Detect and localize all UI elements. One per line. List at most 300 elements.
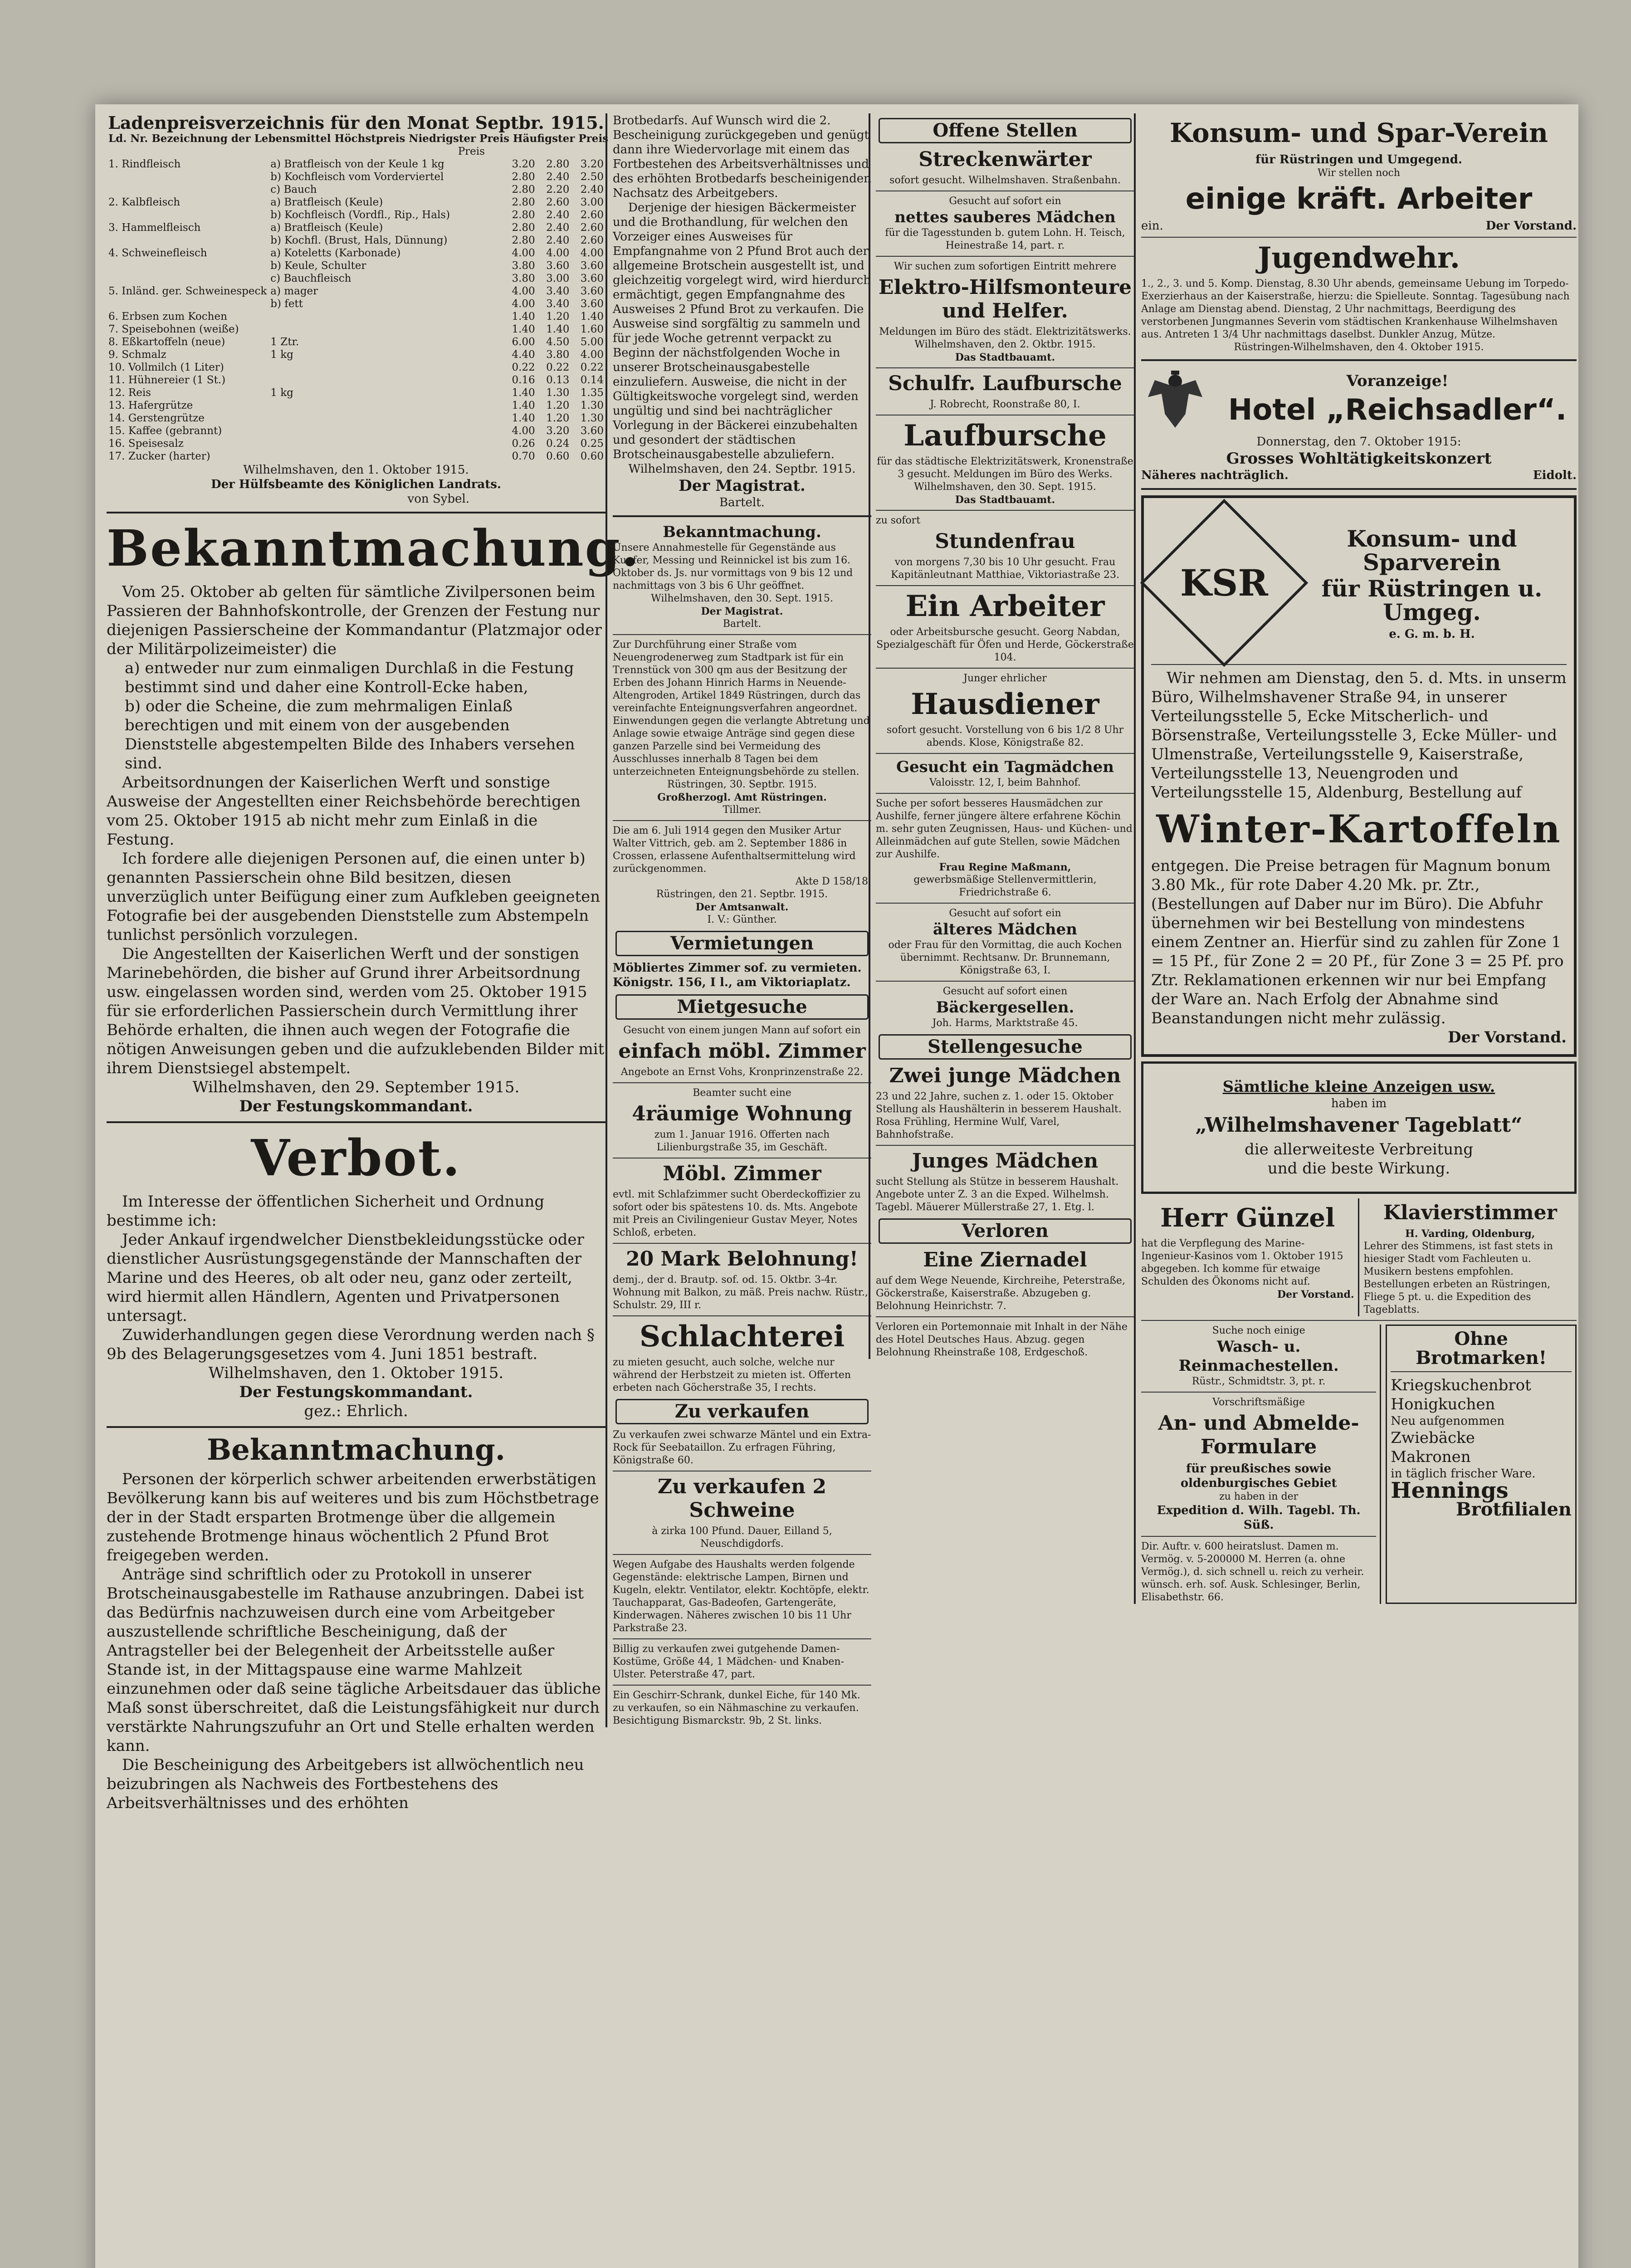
price-category (107, 171, 269, 183)
price-category: 13. Hafergrütze (108, 400, 193, 411)
price-item: a) mager (270, 285, 318, 297)
price-value: 1.40 (512, 400, 535, 411)
s6-headline: Stundenfrau (935, 530, 1075, 553)
price-value: 0.22 (512, 362, 535, 373)
price-value: 2.80 (512, 171, 535, 183)
price-value: 0.22 (546, 362, 570, 373)
ksv-sub: e. G. m. b. H. (1389, 627, 1475, 641)
price-category: 4. Schweinefleisch (108, 247, 207, 259)
miet3-headline: Möbl. Zimmer (663, 1162, 821, 1185)
bek2-para-2: Anträge sind schriftlich oder zu Protokoll in unserer Brotscheinausgabestelle im Rathause anzubringen. Dabei ist das Bedürfnis nachzuweisen durch eine vom Arbeitgeber auszustellende schriftliche Bescheinigung, daß der Antragsteller bei der Belegenheit der Arbeitsstelle außer Stande ist, in der Mittagspause eine warme Mahlzeit einzunehmen oder daß seine tägliche Arbeitsdauer das übliche Maß sonst überschreitet, daß die Leistungsfähigkeit nur durch verstärkte Nahrungszufuhr an Ort und Stelle erhalten werden kann. (107, 1565, 601, 1755)
annahme-name: Bartelt. (723, 618, 762, 630)
price-value: 4.40 (512, 349, 535, 361)
price-value: 4.00 (580, 349, 604, 361)
price-value: 4.00 (580, 247, 604, 259)
price-value: 1.20 (546, 412, 570, 424)
price-item: b) Kochfleisch (Vordfl., Rip., Hals) (270, 209, 450, 221)
s11-headline: älteres Mädchen (933, 920, 1078, 938)
price-value: 2.40 (546, 222, 570, 234)
verbot-signature: Der Festungskommandant. (239, 1383, 473, 1401)
price-category (107, 298, 269, 310)
price-category: 3. Hammelfleisch (108, 222, 201, 234)
konsum-title: Konsum- und Spar-Verein (1169, 117, 1548, 148)
price-row (107, 348, 606, 361)
price-row (107, 209, 606, 221)
s3-pre: Wir suchen zum sofortigen Eintritt mehrere (894, 261, 1117, 272)
price-list-title: Ladenpreisverzeichnis für den Monat Septbr. 1915. (108, 112, 604, 133)
price-item (269, 323, 503, 336)
price-row (107, 183, 606, 196)
konsum-headline: einige kräft. Arbeiter (1185, 182, 1533, 216)
tb-headline: „Wilhelmshavener Tageblatt“ (1195, 1114, 1523, 1137)
vittrich-text: Die am 6. Juli 1914 gegen den Musiker Artur Walter Vittrich, geb. am 2. September 1886 in Crossen, erlassene Aufenthaltsermittelung wird zurückgenommen. (613, 825, 856, 875)
s3-headline: Elektro-Hilfsmonteure und Helfer. (879, 276, 1132, 323)
s5-sign: Das Stadtbauamt. (955, 494, 1055, 506)
v1-headline: Eine Ziernadel (923, 1248, 1087, 1271)
miet1-headline: einfach möbl. Zimmer (618, 1040, 866, 1063)
price-value: 0.60 (546, 450, 570, 462)
column-4 (1134, 113, 1577, 1604)
s5-text: für das städtische Elektrizitätswerk, Kronenstraße 3 gesucht. Meldungen im Büro des Werks. (877, 456, 1133, 480)
price-unit: Preis (458, 146, 485, 157)
price-value: 3.60 (546, 260, 570, 272)
ksv-text: Wir nehmen am Dienstag, den 5. d. Mts. in unserm Büro, Wilhelmshavener Straße 94, in unserer Verteilungsstelle 5, Ecke Mitscherlich- und Börsenstraße, Verteilungsstelle 3, Ecke Müller- und Ulmenstraße, Verteilungsstelle 9, Kaiserstraße, Verteilungsstelle 13, Neuengroden und Verteilungsstelle 15, Aldenburg, Bestellung auf (1151, 669, 1567, 802)
price-item: b) fett (270, 298, 303, 310)
form-pre: Vorschriftsmäßige (1212, 1397, 1305, 1408)
miet2-headline: 4räumige Wohnung (632, 1102, 852, 1125)
jugendwehr-title: Jugendwehr. (1257, 241, 1460, 275)
bekanntmachung-1-title: Bekanntmachung. (107, 519, 640, 577)
price-value: 3.60 (580, 425, 604, 437)
s4-text: J. Robrecht, Roonstraße 80, I. (930, 399, 1080, 410)
price-value: 0.26 (512, 438, 535, 450)
price-value: 4.00 (546, 247, 570, 259)
price-value: 3.20 (512, 158, 535, 170)
price-value: 3.60 (580, 298, 604, 310)
price-item (269, 374, 503, 386)
price-value: 3.80 (546, 349, 570, 361)
s12-headline: Bäckergesellen. (936, 998, 1074, 1017)
price-category: 9. Schmalz (108, 349, 166, 361)
price-footer-name: von Sybel. (407, 492, 469, 506)
price-category (107, 209, 269, 221)
price-row (107, 386, 606, 399)
bek1-para-3: Ich fordere alle diejenigen Personen auf, die einen unter b) genannten Passierschein ohne Bild besitzen, diesen unverzüglich unter Beifügung einer zum Aufkleben geeigneten Fotografie bei der ausgebenden Dienststelle zum Abstempeln tunlichst persönlich vorzulegen. (107, 850, 601, 944)
price-row (107, 298, 606, 310)
price-item (269, 310, 503, 323)
tb-line-4: und die beste Wirkung. (1267, 1159, 1450, 1178)
s6-pre: zu sofort (876, 515, 921, 526)
price-item: 1 kg (270, 387, 293, 399)
s4-headline: Schulfr. Laufbursche (888, 372, 1122, 395)
bek2-para-1: Personen der körperlich schwer arbeitenden erwerbstätigen Bevölkerung kann bis auf weiteres und bis zum Höchstbetrage der in der Stadt ersparten Brotmenge über die allgemein zustehende Brotmenge hinaus wöchentlich 2 Pfund Brot freigegeben werden. (107, 1470, 599, 1564)
brot-brand-2: Brotfilialen (1455, 1499, 1572, 1520)
price-value: 1.40 (512, 323, 535, 335)
price-row (107, 412, 606, 425)
hotel-post: Näheres nachträglich. (1141, 469, 1289, 482)
ksr-logo-text: KSR (1180, 561, 1268, 604)
jugendwehr-text: 1., 2., 3. und 5. Komp. Dienstag, 8.30 Uhr abends, gemeinsame Uebung im Torpedo-Exerzierhaus an der Kaiserstraße, hierzu: die Spielleute. Sonntag. Tagesübung nach Anlage am Dienstag abend. Dienstag, 2 Uhr nachmittags, Beerdigung des verstorbenen Jungmannes Severin vom städtischen Krankenhause Wilhelmshaven aus. Antreten 1 3/4 Uhr nachmittags daselbst. Dunkler Anzug, Mütze. (1141, 278, 1570, 340)
annahme-text: Unsere Annahmestelle für Gegenstände aus Kupfer, Messing und Reinnickel ist bis zum 16. Oktober ds. Js. nur vormittags von 9 bis 12 und nachmittags von 3 bis 6 Uhr geöffnet. (613, 542, 853, 591)
price-value: 1.30 (580, 412, 604, 424)
price-category: 5. Inländ. ger. Schweinespeck (108, 285, 267, 297)
header-name: Bezeichnung der Lebensmittel (151, 132, 331, 145)
price-value: 1.20 (546, 400, 570, 411)
price-value: 2.60 (546, 196, 570, 208)
klavier-name: H. Varding, Oldenburg, (1405, 1228, 1535, 1240)
price-value: 3.60 (580, 285, 604, 297)
jugendwehr-date: Rüstringen-Wilhelmshaven, den 4. Oktober 1915. (1234, 342, 1484, 353)
price-value: 3.60 (580, 273, 604, 284)
price-item (269, 450, 503, 463)
header-haeufig: Häufigster Preis (513, 132, 609, 145)
miet2-addr: zum 1. Januar 1916. Offerten nach Lilienburgstraße 35, im Geschäft. (654, 1129, 830, 1153)
price-value: 4.00 (512, 247, 535, 259)
bottom-row-2 (1141, 1325, 1577, 1604)
verk5-text: Ein Geschirr-Schrank, dunkel Eiche, für 140 Mk. zu verkaufen, so ein Nähmaschine zu verkaufen. Besichtigung Bismarckstr. 9b, 2 St. links. (613, 1690, 860, 1726)
brot-continued-1: Brotbedarfs. Auf Wunsch wird die 2. Bescheinigung zurückgegeben und genügt dann ihre Wiedervorlage mit einem das Fortbestehen des Arbeitsverhältnisses und des erhöhten Brotbedarfs bescheinigenden Nachsatz des Arbeitgebers. (613, 114, 871, 200)
wasch-pre: Suche noch einige (1212, 1325, 1305, 1336)
price-category: 17. Zucker (harter) (108, 450, 210, 462)
section-zu-verkaufen: Zu verkaufen (615, 1399, 869, 1424)
price-row (107, 247, 606, 259)
bottom-row-1 (1141, 1198, 1577, 1316)
price-value: 0.70 (512, 450, 535, 462)
price-value: 3.00 (546, 273, 570, 284)
konsum-subtitle: für Rüstringen und Umgegend. (1255, 153, 1462, 166)
bek1-para-4: Die Angestellten der Kaiserlichen Werft und der sonstigen Marinebehörden, die bisher auf Grund ihrer Arbeitsordnung usw. eingelassen worden sind, werden vom 25. Oktober 1915 für sie erforderlichen Passierschein durch Vermittlung ihrer Behörde erhalten, die ihnen auch wegen der Fotografie die nötigen Anweisungen geben und die aufzuklebenden Bilder mit ihrem Dienstsiegel abstempelt. (107, 945, 605, 1077)
price-row (107, 399, 606, 412)
price-row (107, 374, 606, 386)
brot-item-1: Kriegskuchenbrot (1391, 1376, 1531, 1394)
brot-date: Wilhelmshaven, den 24. Septbr. 1915. (628, 462, 856, 476)
s5-date: Wilhelmshaven, den 30. Sept. 1915. (914, 481, 1096, 493)
price-category: 7. Speisebohnen (weiße) (108, 323, 239, 335)
price-item (269, 425, 503, 437)
verk2-text: à zirka 100 Pfund. Dauer, Eilland 5, Neuschdigdorfs. (652, 1525, 832, 1549)
price-value: 2.40 (546, 209, 570, 221)
brot-item-5: Makronen (1391, 1448, 1471, 1466)
price-row (107, 259, 606, 272)
price-item (269, 399, 503, 412)
ksr-logo-icon (1140, 499, 1309, 667)
price-value: 2.50 (580, 171, 604, 183)
price-value: 3.20 (580, 158, 604, 170)
brot-name: Bartelt. (719, 496, 765, 509)
price-category: 2. Kalbfleisch (108, 196, 181, 208)
s2-pre: Gesucht auf sofort ein (949, 196, 1061, 207)
price-row (107, 285, 606, 298)
price-category: 16. Speisesalz (108, 438, 184, 450)
ksv-title-2: für Rüstringen u. Umgeg. (1321, 575, 1543, 626)
vittrich-name: I. V.: Günther. (707, 914, 777, 925)
s11-pre: Gesucht auf sofort ein (949, 908, 1061, 919)
schlachterei-headline: Schlachterei (639, 1320, 845, 1354)
bek1-item-b: b) oder die Scheine, die zum mehrmaligen Einlaß berechtigen und mit einem von der ausgebenden Dienststelle abgestempelten Bilde des Inhabers versehen sind. (125, 697, 575, 772)
form-text-2: zu haben in der (1219, 1491, 1299, 1502)
price-value: 5.00 (580, 336, 604, 348)
form-addr: Expedition d. Wilh. Tagebl. Th. Süß. (1157, 1504, 1361, 1532)
hotel-pre: Voranzeige! (1346, 372, 1449, 390)
g2-text: sucht Stellung als Stütze in besserem Haushalt. Angebote unter Z. 3 an die Exped. Wilhelmsh. Tagebl. Mäuerer Müllerstraße 27, 1. Etg. l. (876, 1176, 1119, 1213)
verk1-text: Zu verkaufen zwei schwarze Mäntel und ein Extra-Rock für Seebataillon. Zu erfragen Führing, Königstraße 60. (613, 1429, 871, 1466)
price-value: 0.25 (580, 438, 604, 450)
wasch-text: Rüstr., Schmidtstr. 3, pt. r. (1192, 1376, 1326, 1387)
price-item: a) Koteletts (Karbonade) (270, 247, 401, 259)
enteignung-date: Rüstringen, 30. Septbr. 1915. (667, 779, 817, 790)
price-value: 1.35 (580, 387, 604, 399)
price-value: 2.40 (546, 171, 570, 183)
verbot-name: gez.: Ehrlich. (304, 1402, 408, 1420)
column-1 (107, 112, 640, 1813)
v2-text: Verloren ein Portemonnaie mit Inhalt in der Nähe des Hotel Deutsches Haus. Abzug. gegen Belohnung Rheinstraße 108, Erdgeschoß. (876, 1321, 1128, 1358)
s1-headline: Streckenwärter (918, 148, 1092, 171)
s2-headline: nettes sauberes Mädchen (894, 208, 1116, 226)
section-stellengesuche: Stellengesuche (879, 1034, 1132, 1060)
wasch-headline: Wasch- u. Reinmachestellen. (1178, 1338, 1339, 1375)
price-category: 10. Vollmilch (1 Liter) (108, 362, 224, 373)
s8-headline: Hausdiener (911, 687, 1099, 721)
brot-signature: Der Magistrat. (679, 477, 806, 495)
price-row (107, 221, 606, 234)
price-category: 6. Erbsen zum Kochen (108, 311, 227, 323)
price-value: 2.80 (512, 235, 535, 246)
price-item (269, 412, 503, 425)
s8-pre: Junger ehrlicher (963, 673, 1047, 684)
s3-sign: Das Stadtbauamt. (955, 352, 1055, 363)
brot-item-2: Honigkuchen (1391, 1395, 1495, 1413)
guenzel-headline: Herr Günzel (1160, 1203, 1335, 1233)
hotel-konzert: Grosses Wohltätigkeitskonzert (1226, 450, 1492, 468)
header-niedrig: Niedrigster Preis (409, 132, 509, 145)
s7-text: oder Arbeitsbursche gesucht. Georg Nabdan, Spezialgeschäft für Öfen und Herde, Göckerstraße 104. (876, 626, 1134, 663)
eagle-emblem-icon (1141, 367, 1209, 435)
price-value: 2.80 (512, 196, 535, 208)
tageblatt-ad (1141, 1061, 1577, 1194)
bek1-para-2: Arbeitsordnungen der Kaiserlichen Werft und sonstige Ausweise der Angestellten einer Reichsbehörde berechtigen vom 25. Oktober 1915 ab nicht mehr zum Einlaß in die Festung. (107, 773, 581, 849)
price-table-body (107, 158, 606, 463)
price-value: 3.00 (580, 196, 604, 208)
price-category: 15. Kaffee (gebrannt) (108, 425, 222, 437)
s9-text: Valoisstr. 12, I, beim Bahnhof. (929, 777, 1081, 788)
verbot-para-2: Jeder Ankauf irgendwelcher Dienstbekleidungsstücke oder dienstlicher Ausrüstungsgegenstände der Mannschaften der Marine und des Heeres, ob alt oder neu, ganz oder zerteilt, wird hiermit allen Händlern, Agenten und Privatpersonen untersagt. (107, 1231, 584, 1325)
price-value: 2.40 (580, 184, 604, 196)
hotel-date: Donnerstag, den 7. Oktober 1915: (1256, 435, 1461, 449)
s12-text: Joh. Harms, Marktstraße 45. (932, 1017, 1078, 1029)
enteignung-text: Zur Durchführung einer Straße vom Neuengrodenerweg zum Stadtpark ist für ein Trennstück von 300 qm aus der Besitzung der Erben des Johann Hinrich Harms in Neuende-Altengroden, Artikel 1849 Rüstringen, durch das vereinfachte Enteignungsverfahren angeordnet. Einwendungen gegen die verlangte Abtretung und Anlage sowie etwaige Anträge sind gegen diese ganzen Parzelle sind bei Vermeidung des Ausschlusses innerhalb 8 Tagen bei dem unterzeichneten Enteignungsbehörde zu stellen. (613, 639, 870, 777)
s1-text: sofort gesucht. Wilhelmshaven. Straßenbahn. (889, 175, 1121, 186)
price-value: 4.00 (512, 285, 535, 297)
s3-date: Wilhelmshaven, den 2. Oktbr. 1915. (914, 339, 1096, 350)
miet1-addr: Angebote an Ernst Vohs, Kronprinzenstraße 22. (620, 1066, 864, 1078)
miet2-pre: Beamter sucht eine (693, 1087, 791, 1099)
column-2 (606, 113, 871, 1727)
s2-text: für die Tagesstunden b. gutem Lohn. H. Teisch, Heinestraße 14, part. r. (885, 227, 1125, 251)
bek1-signature: Der Festungskommandant. (239, 1097, 473, 1115)
verbot-para-3: Zuwiderhandlungen gegen diese Verordnung werden nach § 9b des Belagerungsgesetzes vom 4. Juni 1851 bestraft. (107, 1326, 595, 1363)
price-row (107, 437, 606, 450)
price-row (107, 361, 606, 374)
price-value: 2.60 (580, 209, 604, 221)
price-category: 8. Eßkartoffeln (neue) (108, 336, 225, 348)
price-value: 1.40 (546, 323, 570, 335)
section-mietgesuche: Mietgesuche (615, 994, 869, 1020)
form-headline: An- und Abmelde-Formulare (1158, 1412, 1359, 1458)
schlachterei-text: zu mieten gesucht, auch solche, welche nur während der Herbstzeit zu mieten ist. Offerten erbeten nach Göcherstraße 35, I rechts. (613, 1357, 851, 1393)
price-value: 3.80 (512, 273, 535, 284)
price-value: 1.40 (580, 311, 604, 323)
s6-text: von morgens 7,30 bis 10 Uhr gesucht. Frau Kapitänleutnant Matthiae, Viktoriastraße 23. (891, 557, 1119, 581)
bekanntmachung-2-title: Bekanntmachung. (206, 1433, 506, 1467)
price-row (107, 450, 606, 463)
price-value: 2.20 (546, 184, 570, 196)
price-item: a) Bratfleisch (Keule) (270, 196, 383, 208)
price-value: 4.50 (546, 336, 570, 348)
konsum-pre: Wir stellen noch (1317, 167, 1401, 179)
price-item (269, 361, 503, 374)
price-category (107, 183, 269, 196)
tb-line-3: die allerweiteste Verbreitung (1245, 1140, 1473, 1158)
s8-text: sofort gesucht. Vorstellung von 6 bis 1/2 8 Uhr abends. Klose, Königstraße 82. (886, 724, 1124, 748)
price-item: b) Kochfl. (Brust, Hals, Dünnung) (270, 235, 448, 246)
price-row (107, 323, 606, 336)
price-value: 2.80 (546, 158, 570, 170)
s9-headline: Gesucht ein Tagmädchen (896, 758, 1114, 776)
g2-headline: Junges Mädchen (912, 1149, 1099, 1173)
price-value: 3.60 (580, 260, 604, 272)
price-value: 6.00 (512, 336, 535, 348)
price-value: 0.22 (580, 362, 604, 373)
annahme-title: Bekanntmachung. (663, 523, 821, 541)
price-item: c) Bauch (270, 184, 317, 196)
price-row (107, 336, 606, 348)
brot-ad (1386, 1325, 1577, 1604)
price-row (107, 171, 606, 183)
price-value: 0.24 (546, 438, 570, 450)
price-value: 1.30 (546, 387, 570, 399)
price-category: 1. Rindfleisch (108, 158, 181, 170)
column-3 (869, 113, 1134, 1359)
price-item: a) Bratfleisch (Keule) (270, 222, 383, 234)
price-item: a) Bratfleisch von der Keule 1 kg (270, 158, 444, 170)
price-value: 2.40 (546, 235, 570, 246)
form-text: für preußisches sowie oldenburgisches Gebiet (1180, 1462, 1337, 1490)
hotel-name: Eidolt. (1533, 469, 1577, 482)
klavier-text: Lehrer des Stimmens, ist fast stets in hiesiger Stadt vom Fachleuten u. Musikern bestens empfohlen. Bestellungen erbeten an Rüstringen, Fliege 5 pt. u. die Expedition des Tageblatts. (1363, 1241, 1553, 1315)
vittrich-sign: Der Amtsanwalt. (695, 901, 789, 913)
heirat-text: Dir. Auftr. v. 600 heiratslust. Damen m. Vermög. v. 5-200000 M. Herren (a. ohne Vermög.), d. sich schnell u. reich zu verheir. wünsch. erh. sof. Ausk. Schlesinger, Berlin, Elisabethstr. 66. (1141, 1541, 1364, 1603)
ksv-title-1: Konsum- und Sparverein (1347, 525, 1517, 576)
bek1-item-a: a) entweder nur zum einmaligen Durchlaß in die Festung bestimmt sind und daher eine Kontroll-Ecke haben, (125, 659, 574, 696)
section-verloren: Verloren (879, 1218, 1132, 1244)
s10-text: Suche per sofort besseres Hausmädchen zur Aushilfe, ferner jüngere ältere erfahrene Köchin m. sehr guten Zeugnissen, Haus- und Küchen- und Alleinmädchen auf gute Stellen, sowie Mädchen zur Aushilfe. (876, 798, 1133, 860)
annahme-date: Wilhelmshaven, den 30. Sept. 1915. (651, 593, 833, 604)
bek2-para-3: Die Bescheinigung des Arbeitgebers ist allwöchentlich neu beizubringen als Nachweis des Fortbestehens des Arbeitsverhältnisses und des erhöhten (107, 1756, 584, 1812)
konsum-post: ein. (1141, 219, 1163, 233)
enteignung-sign: Großherzogl. Amt Rüstringen. (657, 792, 827, 803)
price-item: c) Bauchfleisch (270, 273, 352, 284)
price-row (107, 234, 606, 247)
bek1-intro: Vom 25. Oktober ab gelten für sämtliche Zivilpersonen beim Passieren der Bahnhofskontrolle, der Grenzen der Festung nur diejenigen Passierscheine der Kommandantur (Platzmajor oder der Militärpolizeimeister) die (107, 583, 602, 658)
price-item: 1 Ztr. (270, 336, 299, 348)
price-row (107, 158, 606, 171)
brot-title: Ohne Brotmarken! (1416, 1328, 1547, 1369)
s10-text2: gewerbsmäßige Stellenvermittlerin, Friedrichstraße 6. (913, 874, 1097, 898)
g1-headline: Zwei junge Mädchen (889, 1064, 1121, 1087)
ksv-text-2: entgegen. Die Preise betragen für Magnum bonum 3.80 Mk., für rote Daber 4.20 Mk. pr. Ztr., (Bestellungen auf Daber nur im Büro). Die Abfuhr übernehmen wir bei Bestellung von mindestens einem Zentner an. Hierfür sind zu zahlen für Zone 1 = 15 Pf., für Zone 2 = 20 Pf., für Zone 3 = 25 Pf. pro Ztr. Reklamationen erkennen wir nur bei Empfang der Ware an. Nach Erfolg der Abnahme sind Beanstandungen nicht mehr zulässig. (1151, 857, 1564, 1027)
price-item: 1 kg (270, 349, 293, 361)
brot-continued-2: Derjenige der hiesigen Bäckermeister und die Brothandlung, für welchen den Vorzeiger eines Ausweises für Empfangnahme von 2 Pfund Brot auch der allgemeine Brotschein ausgestellt ist, und gleichzeitig vorgelegt wird, wird hierdurch ermächtigt, gegen Empfangnahme des Ausweises 2 Pfund Brot zu verkaufen. Die Ausweise sind sorgfältig zu sammeln und für jede Woche getrennt verpackt zu Beginn der nächstfolgenden Woche in unserer Brotscheinausgabestelle einzuliefern. Ausweise, die nicht in der Gültigkeitswoche vorgelegt sind, werden ungültig und sind bei nachträglicher Vorlegung in der Bäckerei einzubehalten und gesondert der städtischen Brotscheinausgabestelle abzuliefern. (613, 201, 871, 461)
guenzel-sign: Der Vorstand. (1277, 1289, 1354, 1300)
miet3-text: evtl. mit Schlafzimmer sucht Oberdeckoffizier zu sofort oder bis spätestens 10. ds. Mts. Angebote mit Preis an Civilingenieur Gustav Meyer, Notes Schloß, erbeten. (613, 1189, 861, 1238)
verbot-title: Verbot. (251, 1129, 461, 1187)
price-table-header (107, 132, 610, 145)
tb-line-2: haben im (1331, 1097, 1387, 1110)
header-nr: Ld. Nr. (108, 132, 148, 145)
konsum-kartoffeln-ad (1141, 495, 1577, 1057)
price-category (107, 234, 269, 247)
price-table (107, 132, 610, 158)
price-value: 0.13 (546, 374, 570, 386)
section-vermietungen: Vermietungen (615, 931, 869, 956)
miet1-pre: Gesucht von einem jungen Mann auf sofort ein (623, 1025, 861, 1036)
enteignung-name: Tillmer. (723, 804, 762, 816)
klavier-headline: Klavierstimmer (1383, 1201, 1557, 1224)
verk3-text: Wegen Aufgabe des Haushalts werden folgende Gegenstände: elektrische Lampen, Birnen und Kugeln, elektr. Ventilator, elektr. Kochtöpfe, elektr. Tauchapparat, Gas-Badeofen, Gartengeräte, Kinderwagen. Näheres zwischen 10 bis 11 Uhr Parkstraße 23. (613, 1559, 869, 1634)
newspaper-page (95, 104, 1578, 2268)
verk2-headline: Zu verkaufen 2 Schweine (657, 1475, 826, 1522)
price-value: 2.60 (580, 235, 604, 246)
price-value: 0.16 (512, 374, 535, 386)
brot-brand-1: Hennings (1391, 1478, 1509, 1503)
vittrich-date: Rüstringen, den 21. Septbr. 1915. (656, 889, 828, 900)
ksv-headline: Winter-Kartoffeln (1156, 807, 1562, 851)
s10-name: Frau Regine Maßmann, (939, 861, 1071, 873)
annahme-sign: Der Magistrat. (701, 606, 783, 617)
s12-pre: Gesucht auf sofort einen (942, 986, 1068, 997)
price-category: 11. Hühnereier (1 St.) (108, 374, 226, 386)
price-value: 1.40 (512, 311, 535, 323)
price-value: 3.20 (546, 425, 570, 437)
tb-line-1: Sämtliche kleine Anzeigen usw. (1222, 1078, 1495, 1096)
brot-item-4: Zwiebäcke (1391, 1429, 1475, 1447)
price-value: 1.30 (580, 400, 604, 411)
section-offene-stellen: Offene Stellen (879, 118, 1132, 143)
verbot-date: Wilhelmshaven, den 1. Oktober 1915. (208, 1364, 504, 1382)
price-row (107, 310, 606, 323)
price-row (107, 425, 606, 437)
price-value: 0.14 (580, 374, 604, 386)
price-footer-date: Wilhelmshaven, den 1. Oktober 1915. (243, 463, 469, 477)
vermiet-ad: Möbliertes Zimmer sof. zu vermieten. Königstr. 156, I l., am Viktoriaplatz. (613, 961, 862, 989)
price-category (107, 259, 269, 272)
price-value: 1.20 (546, 311, 570, 323)
price-item (269, 437, 503, 450)
price-value: 4.00 (512, 425, 535, 437)
konsum-sign: Der Vorstand. (1485, 219, 1577, 233)
verbot-para-1: Im Interesse der öffentlichen Sicherheit und Ordnung bestimme ich: (107, 1193, 545, 1230)
belohnung-headline: 20 Mark Belohnung! (625, 1247, 859, 1271)
brot-item-3: Neu aufgenommen (1391, 1414, 1505, 1428)
price-category: 12. Reis (108, 387, 151, 399)
price-category (107, 272, 269, 285)
price-value: 1.60 (580, 323, 604, 335)
ksv-sign: Der Vorstand. (1448, 1028, 1567, 1046)
price-item: b) Keule, Schulter (270, 260, 366, 272)
hotel-headline: Hotel „Reichsadler“. (1228, 393, 1567, 427)
price-value: 3.80 (512, 260, 535, 272)
price-value: 4.00 (512, 298, 535, 310)
